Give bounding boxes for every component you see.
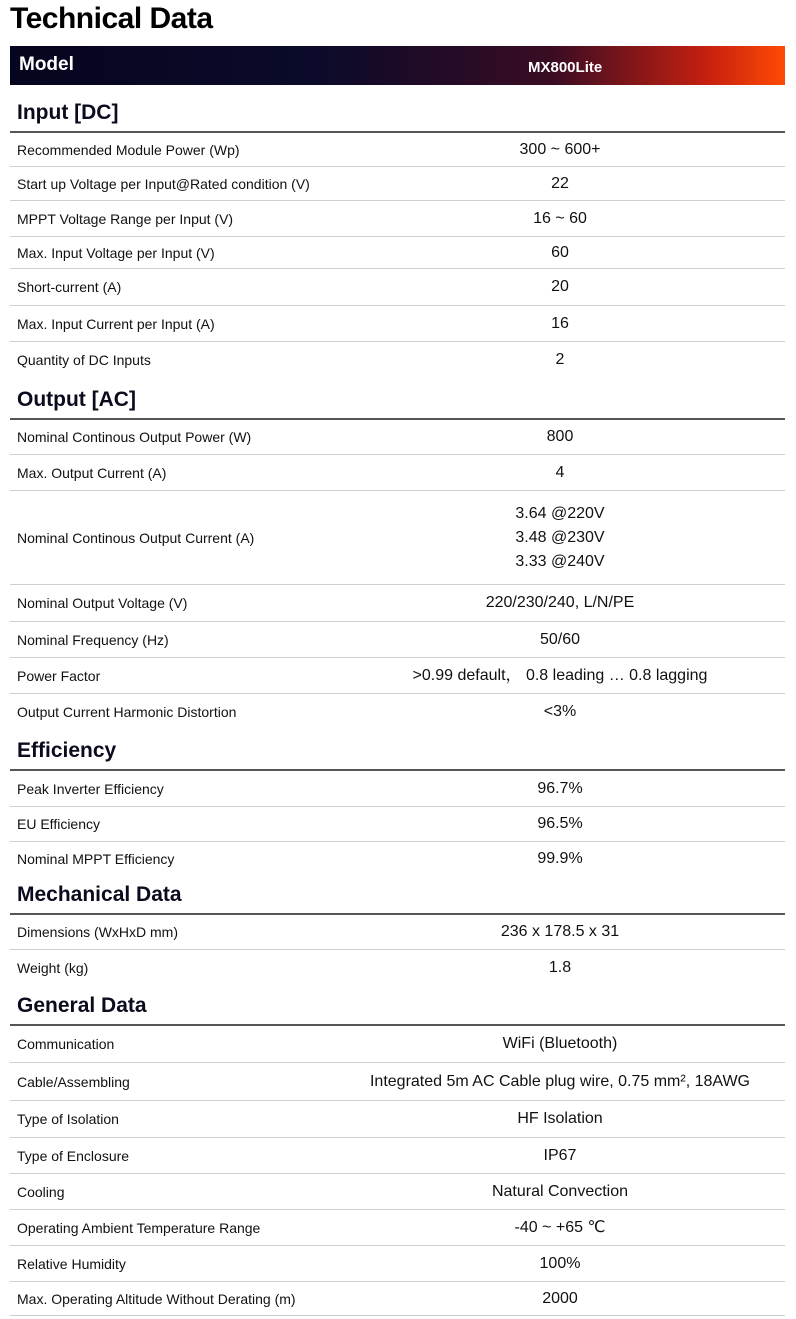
row-value: WiFi (Bluetooth): [502, 1035, 618, 1052]
row-label: Type of Enclosure: [17, 1147, 130, 1164]
row-value: 16: [551, 314, 569, 332]
table-row: [10, 1138, 785, 1174]
row-value: 1.8: [548, 958, 572, 976]
row-label: Communication: [17, 1036, 115, 1052]
row-label: Max. Input Current per Input (A): [17, 315, 215, 332]
table-row: [10, 622, 785, 658]
row-value: 16 ~ 60: [533, 209, 587, 227]
row-value: <3%: [543, 702, 577, 720]
table-row: [10, 306, 785, 342]
section-heading-general-data: [10, 985, 785, 1026]
section-heading-mechanical-data: [10, 875, 785, 915]
row-value: 2000: [542, 1289, 578, 1307]
row-value: 20: [551, 278, 569, 295]
table-row: [10, 771, 785, 807]
row-label: Cable/Assembling: [17, 1073, 130, 1090]
row-value: 96.5%: [537, 815, 583, 832]
row-label: Short-current (A): [17, 279, 122, 295]
row-value: 220/230/240, L/N/PE: [485, 594, 635, 611]
page-title: Technical Data: [10, 2, 213, 35]
table-row: [10, 658, 785, 694]
row-value: -40 ~ +65 ℃: [514, 1218, 606, 1236]
row-label: Type of Isolation: [17, 1111, 119, 1127]
row-value-line: 3.33 @240V: [515, 552, 605, 570]
row-label: Recommended Module Power (Wp): [17, 141, 240, 158]
row-value: 236 x 178.5 x 31: [500, 923, 620, 940]
row-label: Output Current Harmonic Distortion: [17, 703, 237, 720]
row-value: 50/60: [539, 630, 581, 648]
row-label: Max. Operating Altitude Without Derating (m): [17, 1290, 296, 1307]
row-label: Weight (kg): [17, 959, 89, 976]
row-label: Max. Input Voltage per Input (V): [17, 244, 215, 261]
row-value: 100%: [539, 1254, 581, 1272]
table-row: [10, 420, 785, 455]
model-value: MX800Lite: [528, 59, 603, 76]
row-label: Operating Ambient Temperature Range: [17, 1219, 261, 1236]
table-row: [10, 1246, 785, 1282]
table-row: [10, 842, 785, 875]
row-value: 800: [546, 428, 574, 445]
row-label: Cooling: [17, 1183, 65, 1200]
table-row: [10, 201, 785, 237]
row-label: EU Efficiency: [17, 816, 100, 832]
table-row: [10, 491, 785, 585]
table-row: [10, 269, 785, 306]
row-value: HF Isolation: [517, 1110, 603, 1127]
table-row: [10, 1101, 785, 1138]
table-row: [10, 1063, 785, 1101]
row-value: 300 ~ 600+: [519, 140, 601, 158]
table-row: [10, 807, 785, 842]
row-label: MPPT Voltage Range per Input (V): [17, 210, 234, 227]
row-value: >0.99 default， 0.8 leading … 0.8 lagging: [412, 666, 708, 684]
section-title: Efficiency: [17, 739, 117, 762]
table-row: [10, 342, 785, 378]
row-label: Peak Inverter Efficiency: [17, 780, 164, 797]
model-header-bar: [10, 46, 785, 85]
section-heading-input-dc: [10, 88, 785, 133]
row-label: Start up Voltage per Input@Rated condition (V): [17, 175, 310, 192]
table-row: [10, 237, 785, 269]
table-row: [10, 1026, 785, 1063]
row-label: Nominal MPPT Efficiency: [17, 850, 175, 867]
row-value: Natural Convection: [491, 1182, 629, 1200]
section-heading-efficiency: [10, 729, 785, 771]
row-value: 96.7%: [537, 779, 583, 797]
table-row: [10, 1282, 785, 1316]
row-label: Nominal Frequency (Hz): [17, 631, 169, 648]
row-value: 22: [551, 174, 569, 192]
section-heading-output-ac: [10, 378, 785, 420]
table-row: [10, 585, 785, 622]
section-title: Mechanical Data: [17, 883, 182, 906]
model-label: Model: [19, 54, 74, 75]
table-row: [10, 915, 785, 950]
table-row: [10, 1210, 785, 1246]
row-label: Power Factor: [17, 667, 101, 684]
row-value-line: 3.48 @230V: [515, 528, 605, 546]
row-value: IP67: [543, 1146, 577, 1164]
row-value-multiline: [310, 502, 796, 574]
row-label: Relative Humidity: [17, 1255, 126, 1272]
row-value-line: 3.64 @220V: [515, 504, 605, 522]
row-value: 99.9%: [537, 849, 583, 867]
row-value: Integrated 5m AC Cable plug wire, 0.75 mm², 18AWG: [369, 1072, 750, 1090]
section-title: General Data: [17, 994, 147, 1017]
row-label: Nominal Output Voltage (V): [17, 595, 188, 611]
row-label: Dimensions (WxHxD mm): [17, 924, 178, 940]
table-row: [10, 950, 785, 985]
table-row: [10, 455, 785, 491]
table-row: [10, 694, 785, 729]
row-value: 2: [555, 351, 565, 368]
row-value: 4: [555, 463, 565, 481]
row-label: Quantity of DC Inputs: [17, 352, 151, 368]
table-row: [10, 133, 785, 167]
table-row: [10, 167, 785, 201]
row-label: Nominal Continous Output Current (A): [17, 529, 255, 546]
row-value: 60: [551, 243, 569, 261]
table-row: [10, 1174, 785, 1210]
row-label: Max. Output Current (A): [17, 464, 167, 481]
row-label: Nominal Continous Output Power (W): [17, 429, 252, 445]
section-title: Input [DC]: [17, 101, 119, 124]
section-title: Output [AC]: [17, 388, 136, 411]
